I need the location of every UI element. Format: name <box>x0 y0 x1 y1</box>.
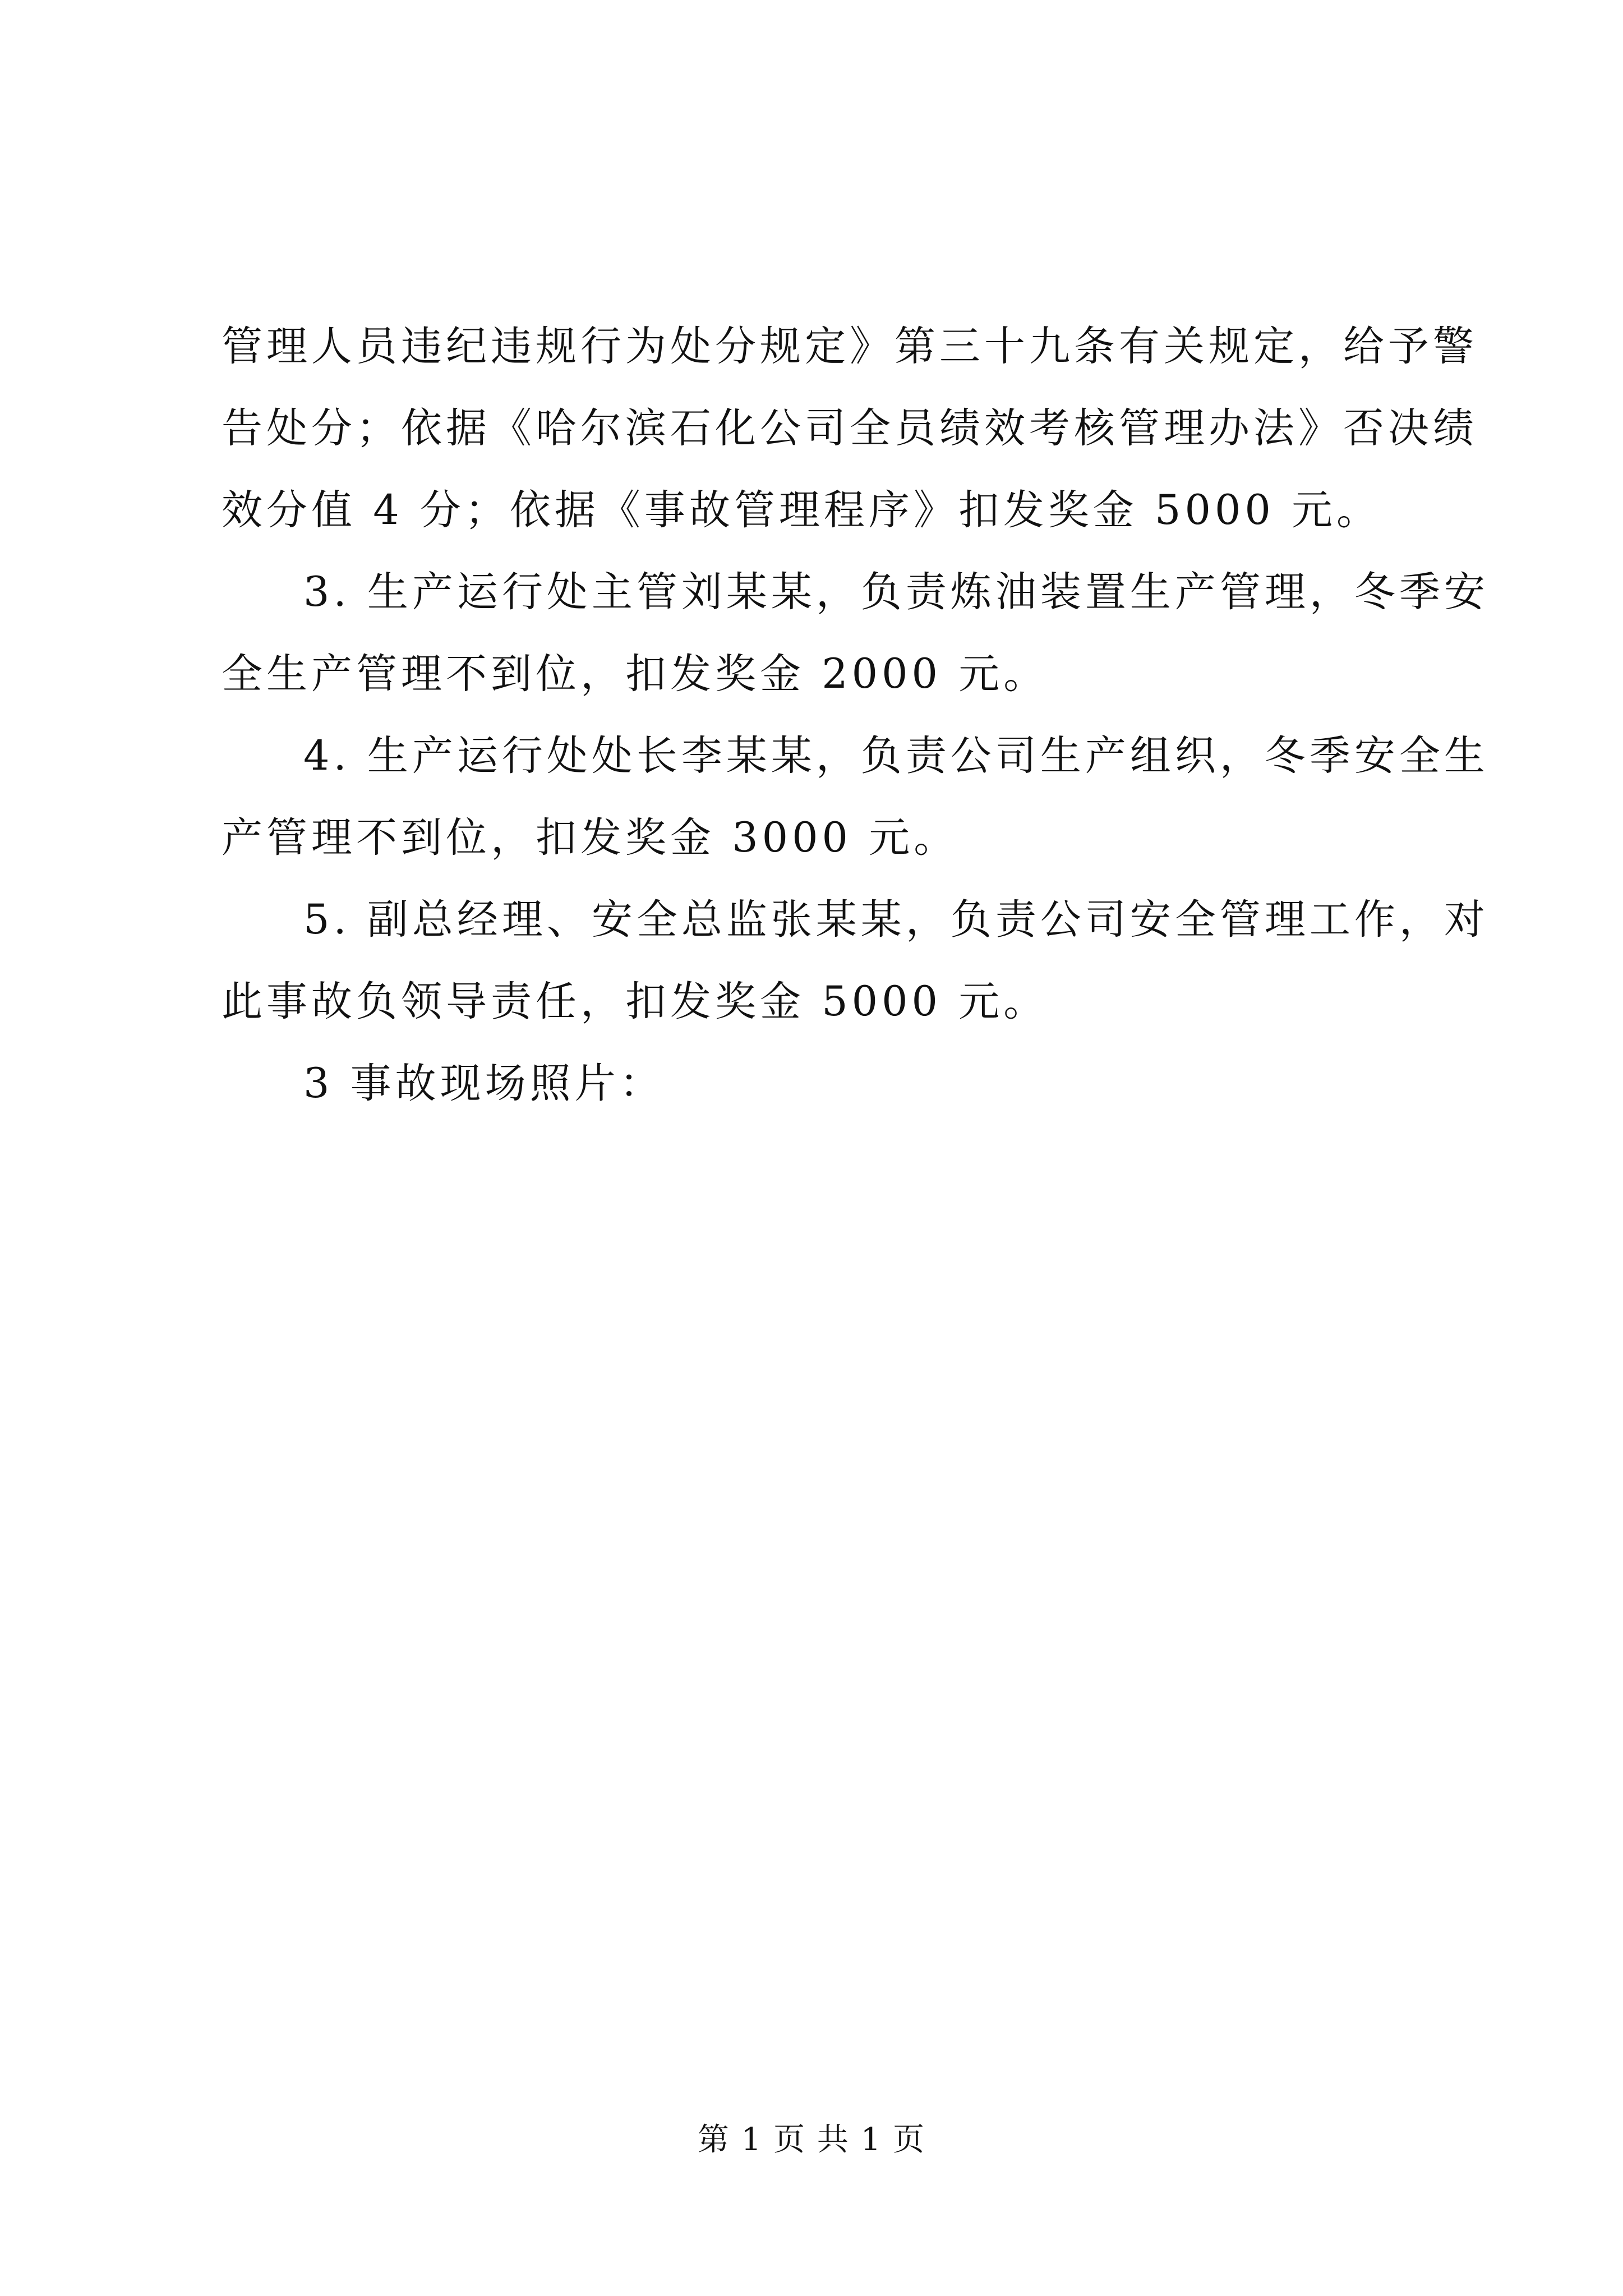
text-line: 效分值 4 分；依据《事故管理程序》扣发奖金 5000 元。 <box>222 486 1382 534</box>
text-line: 告处分；依据《哈尔滨石化公司全员绩效考核管理办法》否决绩 <box>222 404 1478 452</box>
text-line: 4. 生产运行处处长李某某，负责公司生产组织，冬季安全生 <box>303 732 1489 780</box>
text-line: 5. 副总经理、安全总监张某某，负责公司安全管理工作，对 <box>303 896 1489 944</box>
section-heading: 3 事故现场照片： <box>303 1060 665 1107</box>
text-line: 3. 生产运行处主管刘某某，负责炼油装置生产管理，冬季安 <box>303 568 1489 616</box>
page-footer <box>0 2118 1623 2162</box>
page-number-label: 第 1 页 共 1 页 <box>697 2122 926 2158</box>
text-line: 产管理不到位，扣发奖金 3000 元。 <box>222 814 959 862</box>
text-line: 全生产管理不到位，扣发奖金 2000 元。 <box>222 650 1049 698</box>
text-line: 此事故负领导责任，扣发奖金 5000 元。 <box>222 978 1049 1025</box>
text-line: 管理人员违纪违规行为处分规定》第三十九条有关规定，给予警 <box>222 323 1478 370</box>
body-text <box>222 306 1489 1125</box>
